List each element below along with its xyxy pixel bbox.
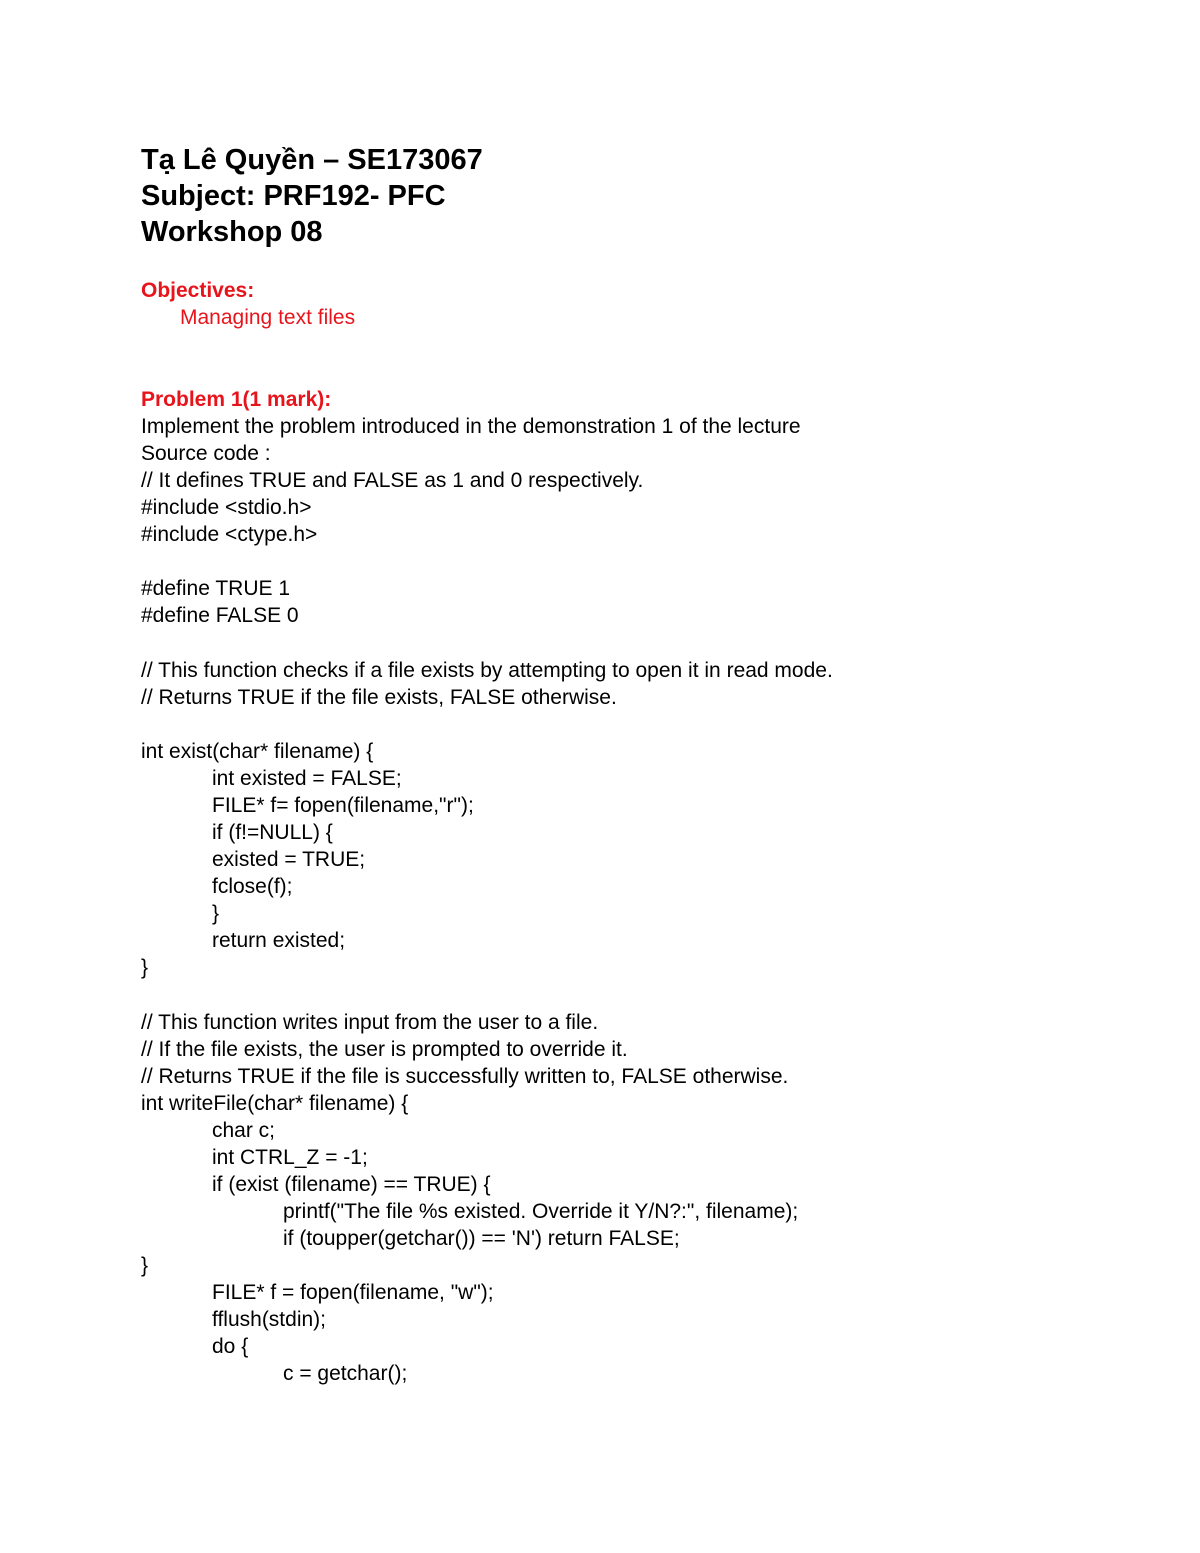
source-code-label: Source code : — [141, 442, 271, 465]
code-line: do { — [212, 1335, 249, 1358]
code-line: if (exist (filename) == TRUE) { — [212, 1173, 491, 1196]
code-line: char c; — [212, 1119, 276, 1142]
code-line: } — [141, 956, 149, 979]
code-line: c = getchar(); — [283, 1362, 408, 1385]
code-line: // This function checks if a file exists by attempting to open it in read mode. — [141, 659, 833, 682]
objectives-label: Objectives: — [141, 279, 255, 302]
code-line: // Returns TRUE if the file is successfully written to, FALSE otherwise. — [141, 1065, 789, 1088]
code-line: // This function writes input from the user to a file. — [141, 1011, 599, 1034]
code-line: printf("The file %s existed. Override it Y/N?:", filename); — [283, 1200, 799, 1223]
code-line: #define TRUE 1 — [141, 577, 291, 600]
subject-heading: Subject: PRF192- PFC — [141, 180, 446, 212]
code-line: return existed; — [212, 929, 346, 952]
code-line: // If the file exists, the user is prompted to override it. — [141, 1038, 628, 1061]
problem-1-description: Implement the problem introduced in the demonstration 1 of the lecture — [141, 415, 801, 438]
code-line: if (f!=NULL) { — [212, 821, 333, 844]
code-line: #include <stdio.h> — [141, 496, 312, 519]
code-line: fclose(f); — [212, 875, 293, 898]
code-line: FILE* f= fopen(filename,"r"); — [212, 794, 474, 817]
code-line: } — [212, 902, 220, 925]
workshop-heading: Workshop 08 — [141, 216, 323, 248]
code-line: existed = TRUE; — [212, 848, 366, 871]
code-line: int CTRL_Z = -1; — [212, 1146, 368, 1169]
code-line: // Returns TRUE if the file exists, FALSE otherwise. — [141, 686, 617, 709]
problem-1-title: Problem 1(1 mark): — [141, 388, 332, 411]
code-line: FILE* f = fopen(filename, "w"); — [212, 1281, 494, 1304]
code-line: } — [141, 1254, 149, 1277]
code-line: if (toupper(getchar()) == 'N') return FALSE; — [283, 1227, 680, 1250]
code-line: #include <ctype.h> — [141, 523, 318, 546]
code-line: int existed = FALSE; — [212, 767, 402, 790]
author-heading: Tạ Lê Quyền – SE173067 — [141, 144, 483, 176]
code-line: #define FALSE 0 — [141, 604, 299, 627]
code-line: fflush(stdin); — [212, 1308, 326, 1331]
code-line: int exist(char* filename) { — [141, 740, 374, 763]
code-line: // It defines TRUE and FALSE as 1 and 0 respectively. — [141, 469, 644, 492]
code-line: int writeFile(char* filename) { — [141, 1092, 409, 1115]
objectives-item: Managing text files — [180, 306, 356, 329]
